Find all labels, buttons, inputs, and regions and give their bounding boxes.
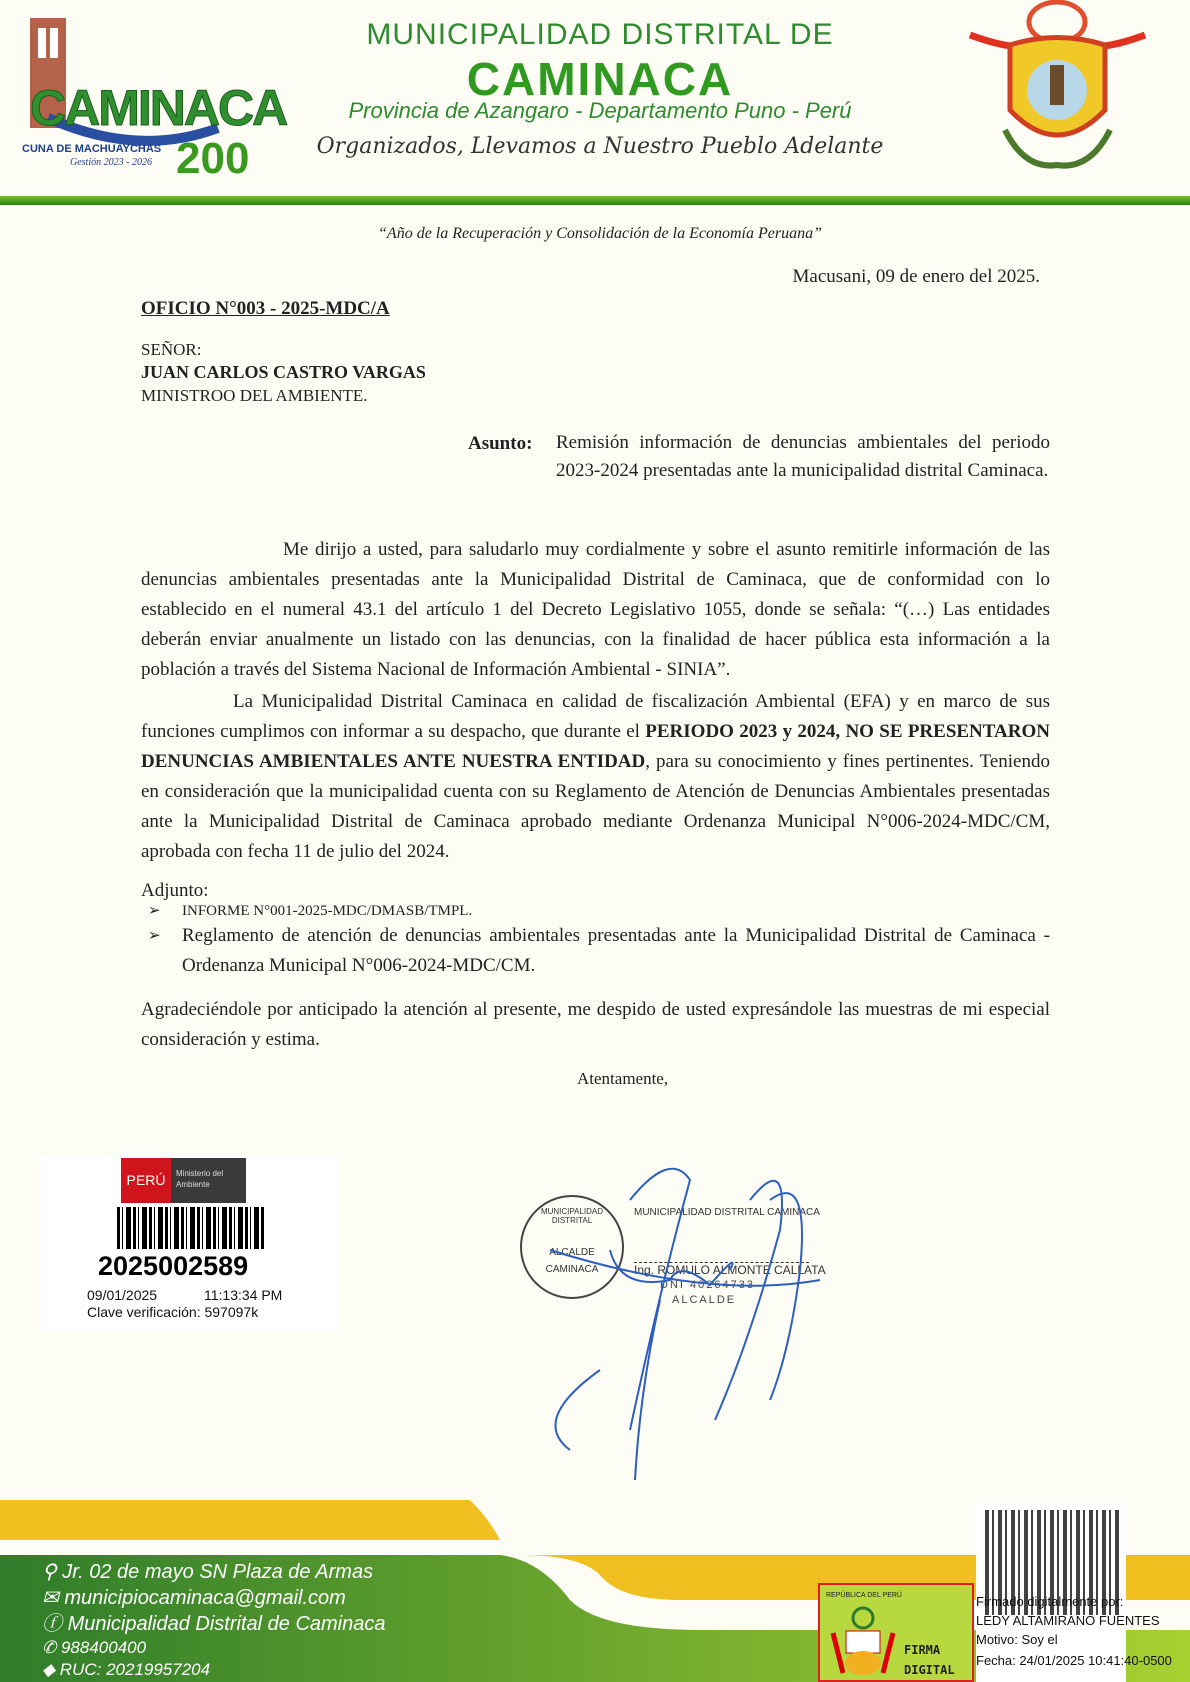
phone-icon: ✆	[42, 1638, 61, 1657]
crest-text: REPÚBLICA DEL PERÚ	[826, 1592, 902, 1599]
header-title-line2: CAMINACA	[466, 53, 734, 105]
recipient-salutation: SEÑOR:	[141, 340, 202, 359]
stamp-line4: ALCALDE	[672, 1294, 737, 1306]
anniversary-badge: 200	[176, 134, 250, 183]
email-text[interactable]: municipiocaminaca@gmail.com	[64, 1587, 346, 1609]
verification-key: Clave verificación: 597097k	[87, 1304, 259, 1320]
year-motto: “Año de la Recuperación y Consolidación de la Economía Peruana”	[378, 225, 822, 242]
footer-phone	[42, 1638, 146, 1658]
p2-emphasis: PERIODO 2023 y 2024, NO SE PRESENTARON DENUNCIAS AMBIENTALES ANTE NUESTRA ENTIDAD	[141, 721, 1050, 772]
stamp-line2: Ing. ROMULO ALMONTE CALLATA	[634, 1263, 826, 1277]
subject-text: Remisión información de denuncias ambientales del periodo 2023-2024 presentadas ante la municipalidad distrital Caminaca.	[556, 432, 1050, 481]
ruc-icon: ◆	[42, 1660, 60, 1679]
signature-reason: Motivo: Soy el	[976, 1632, 1058, 1647]
attachments-label: Adjunto:	[141, 880, 209, 901]
barcode	[117, 1207, 264, 1249]
facebook-icon: ⓕ	[42, 1613, 68, 1635]
body-paragraph-1: Me dirijo a usted, para saludarlo muy cordialmente y sobre el asunto remitirle información de las denuncias ambientales presentadas ante la Municipalidad Distrital de Caminaca, que de conformidad con lo establecido en el numeral 43.1 del artículo 1 del Decreto Legislativo 1055, donde se señala: “(…) Las entidades deberán enviar anualmente un listado con las denuncias, con la finalidad de hacer pública esta información a la población a través del Sistema Nacional de Información Ambiental - SINIA”.	[141, 539, 1050, 680]
ministry-badge: Ministerio del Ambiente	[171, 1158, 246, 1203]
subject-label: Asunto:	[468, 433, 533, 454]
firma-digital-badge	[818, 1583, 974, 1682]
ruc-text: RUC: 20219957204	[59, 1660, 211, 1679]
badge-line1: FIRMA	[904, 1643, 941, 1657]
seal-top-text: MUNICIPALIDAD DISTRITAL	[540, 1207, 604, 1225]
firma-digital-text	[904, 1640, 955, 1680]
header-motto: Organizados, Llevamos a Nuestro Pueblo Adelante	[316, 134, 884, 159]
body-paragraph-2	[141, 687, 1050, 867]
recipient-title: MINISTROO DEL AMBIENTE.	[141, 386, 368, 405]
header-province: Provincia de Azangaro - Departamento Puno - Perú	[348, 98, 852, 123]
logo-gestion: Gestión 2023 - 2026	[70, 157, 152, 168]
reception-time: 11:13:34 PM	[204, 1287, 283, 1303]
logo-wordmark: CAMINACA	[30, 80, 287, 136]
signature-date: Fecha: 24/01/2025 10:41:40-0500	[976, 1653, 1172, 1668]
address-text: Jr. 02 de mayo SN Plaza de Armas	[62, 1561, 374, 1583]
attachment-item: Reglamento de atención de denuncias ambientales presentadas ante la Municipalidad Distrital de Caminaca - Ordenanza Municipal N°006-2024-MDC/CM.	[182, 925, 1050, 976]
header-title-line1: MUNICIPALIDAD DISTRITAL DE	[366, 18, 834, 51]
footer-email[interactable]	[42, 1586, 346, 1610]
facebook-text[interactable]: Municipalidad Distrital de Caminaca	[67, 1613, 386, 1635]
bullet-icon: ➢	[148, 903, 161, 919]
stamp-line1: MUNICIPALIDAD DISTRITAL CAMINACA	[634, 1207, 820, 1218]
bullet-icon: ➢	[148, 928, 161, 944]
footer-ruc	[42, 1660, 210, 1680]
signed-by-label: Firmado digitalmente por:	[976, 1594, 1124, 1609]
recipient-name: JUAN CARLOS CASTRO VARGAS	[141, 362, 426, 382]
seal-bottom-text: CAMINACA	[545, 1264, 599, 1275]
coat-of-arms-icon	[965, 0, 1165, 190]
footer-facebook[interactable]	[42, 1612, 385, 1636]
attachment-row	[141, 901, 1050, 921]
phone-text: 988400400	[60, 1638, 147, 1657]
footer-address	[42, 1560, 373, 1584]
p2-text-cont: , para su conocimiento y fines pertinentes. Teniendo en consideración que la municipalidad cuenta con su Reglamento de Atención de Denuncias Ambientales presentadas ante la Municipalidad Distrital de Caminaca aprobado mediante Ordenanza Municipal N°006-2024-MDC/CM, aprobada con fecha 11 de julio del 2024.	[141, 751, 1050, 862]
header-divider	[0, 196, 1190, 205]
seal-mid-text: ALCALDE	[549, 1247, 595, 1258]
signoff: Atentamente,	[577, 1069, 669, 1088]
handwritten-signature	[510, 1140, 840, 1480]
closing-paragraph: Agradeciéndole por anticipado la atención al presente, me despido de usted expresándole las muestras de mi especial consideración y estima.	[141, 999, 1050, 1050]
envelope-icon: ✉	[42, 1587, 65, 1609]
p2-text: La Municipalidad Distrital Caminaca en calidad de fiscalización Ambiental (EFA) y en marco de sus funciones cumplimos con informar a su despacho, que durante el	[141, 691, 1050, 742]
peru-coat-of-arms-icon	[828, 1603, 898, 1678]
attachment-row	[141, 921, 1050, 981]
reception-date: 09/01/2025	[87, 1287, 158, 1303]
badge-line2: DIGITAL	[904, 1663, 955, 1677]
recipient-block	[141, 338, 426, 407]
place-date: Macusani, 09 de enero del 2025.	[792, 266, 1040, 287]
letter-body	[141, 535, 1050, 1089]
location-pin-icon: ⚲	[42, 1561, 63, 1583]
logo-tagline: CUNA DE MACHUAYCHAS	[22, 143, 162, 155]
oficio-number: OFICIO N°003 - 2025-MDC/A	[141, 298, 390, 319]
reception-number: 2025002589	[98, 1251, 249, 1281]
reception-label	[42, 1155, 337, 1330]
signer-name: LEDY ALTAMIRANO FUENTES	[976, 1613, 1160, 1628]
attachment-item: INFORME N°001-2025-MDC/DMASB/TMPL.	[182, 903, 473, 919]
stamp-line3: DNI 40264733	[660, 1279, 755, 1291]
peru-badge: PERÚ	[121, 1158, 171, 1203]
